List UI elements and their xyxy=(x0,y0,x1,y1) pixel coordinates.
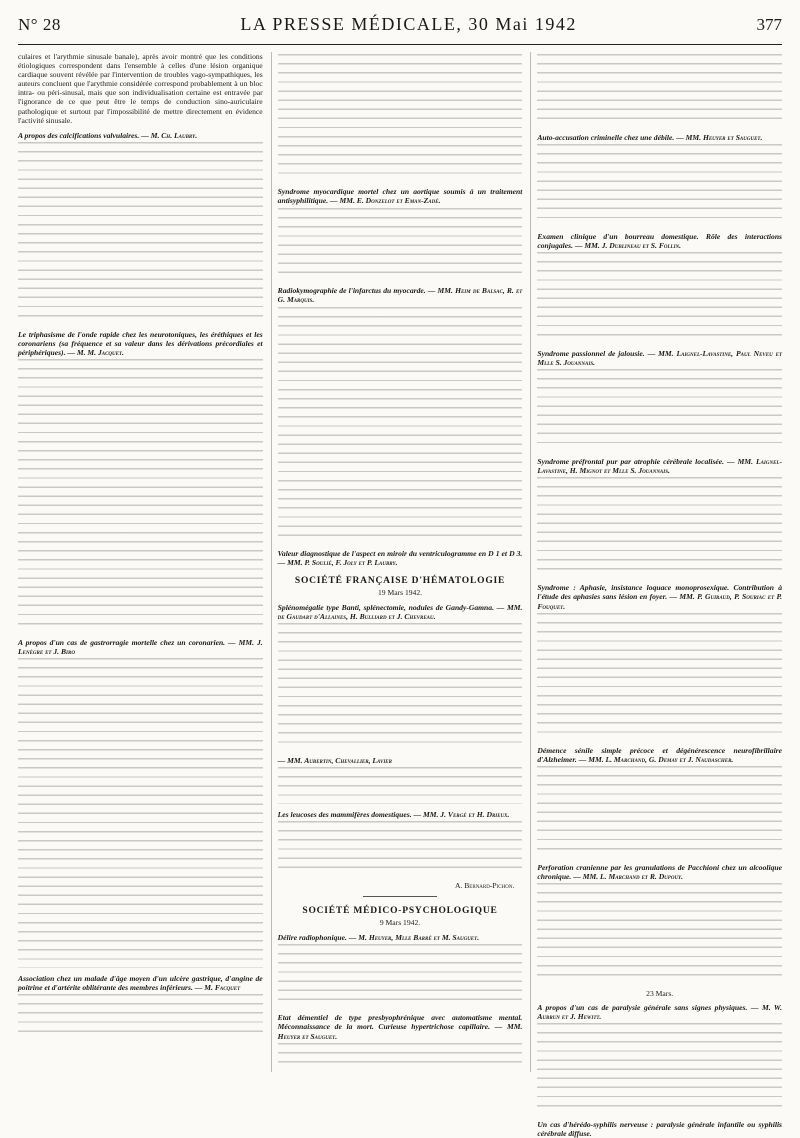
communication xyxy=(537,349,782,451)
communication xyxy=(278,603,523,751)
communication-title: Syndrome passionnel de jalousie. — MM. Laignel-Lavastine, Paul Neveu et Mlle S. Jouannais. xyxy=(537,348,783,368)
communication xyxy=(278,54,523,181)
communication xyxy=(537,457,782,577)
report-signature: A. Bernard-Pichon. xyxy=(454,881,515,891)
society-title: SOCIÉTÉ MÉDICO-PSYCHOLOGIQUE xyxy=(302,906,498,917)
communication-authors: M. W. Aubrun et J. Hewitt. xyxy=(537,1002,783,1021)
body-text-lines xyxy=(537,252,782,343)
communication-authors: MM. Heuyer et Sauguet. xyxy=(277,1022,523,1041)
communication xyxy=(537,232,782,343)
communication-title: Valeur diagnostique de l'aspect en miroir du ventriculogramme en D 1 et D 3. — MM. P. Soulié, F. Joly et P. Laubry. xyxy=(277,549,523,568)
communication-title-text: Syndrome : Aphasie, insistance loquace monoprosexique. Contribution à l'étude des aphasies sans lésion en foyer. xyxy=(537,583,783,602)
communication xyxy=(18,330,263,632)
body-text-lines xyxy=(278,944,523,1008)
body-text-lines xyxy=(278,821,523,876)
communication-authors: M. Ch. Laubry. xyxy=(150,130,198,140)
body-text-lines xyxy=(537,477,782,577)
text-columns xyxy=(18,52,783,1138)
communication-authors: MM. J. Vergé et H. Drieux. xyxy=(423,809,510,819)
communication-title-text: Etat démentiel de type presbyophrénique avec automatisme mental. Méconnaissance de la mort. Curieuse hypertrichose capillaire. xyxy=(277,1013,523,1032)
communication-title-text: A propos d'un cas de paralysie générale sans signes physiques. xyxy=(537,1002,748,1012)
column-middle xyxy=(271,52,523,1072)
communication-title-text: Examen clinique d'un bourreau domestique. Rôle des interactions conjugales. xyxy=(537,231,783,250)
communication-title: Etat démentiel de type presbyophrénique avec automatisme mental. Méconnaissance de la mort. Curieuse hypertrichose capillaire. — MM. Heuyer et Sauguet. xyxy=(277,1013,523,1041)
communication-authors: M. Heuyer, Mlle Barré et M. Sauguet. xyxy=(358,932,480,942)
communication-title: Les leucoses des mammifères domestiques. — MM. J. Vergé et H. Drieux. xyxy=(277,809,510,819)
communication-title-text: Auto-accusation criminelle chez une débile. xyxy=(537,132,675,142)
communication-title: Délire radiophonique. — M. Heuyer, Mlle Barré et M. Sauguet. xyxy=(277,932,480,942)
communication-authors: MM. L. Marchand, G. Demay et J. Naudascher. xyxy=(588,755,734,765)
communication-title: Auto-accusation criminelle chez une débile. — MM. Heuyer et Sauguet. xyxy=(537,132,763,142)
communication-authors: MM. Heuyer et Sauguet. xyxy=(685,132,763,142)
body-text-lines xyxy=(278,54,523,181)
issue-number: N° 28 xyxy=(18,15,61,34)
body-text-lines xyxy=(18,994,263,1040)
communication-authors: M. M. Jacquet. xyxy=(76,348,124,358)
communication-title: Perforation cranienne par les granulations de Pacchioni chez un alcoolique chronique. — MM. L. Marchand et R. Dupouy. xyxy=(537,863,783,882)
communication-authors: MM. P. Soulié, F. Joly et P. Laubry. xyxy=(287,558,398,568)
journal-name: LA PRESSE MÉDICALE, xyxy=(240,14,463,34)
body-text-lines xyxy=(537,613,782,740)
body-text-lines xyxy=(278,623,523,750)
communication-title: A propos d'un cas de gastrorragie mortelle chez un coronarien. — MM. J. Lenègre et J. Biro xyxy=(18,638,263,657)
communication xyxy=(278,933,523,1008)
opening-paragraph: culaires et l'arythmie sinusale banale), après avoir montré que les conditions étiologiques correspondent dans l'ensemble à celles d'une lésion organique cardiaque souvent révélée par l'intervention de troubles vago-sympathiques, les auteurs concluent que l'arythmie considérée correspond probablement à un bloc intra- ou péri-sinusal, mais que son individualisation certaine est entravée par l'ignorance de ce que peut être le temps de conduction sino-auriculaire pathologique et surtout par l'impossibilité de mettre directement en évidence l'activité sinusale. xyxy=(18,52,263,125)
section-divider xyxy=(363,896,436,897)
body-text-lines xyxy=(537,54,782,127)
column-left xyxy=(18,52,263,1072)
body-text-lines xyxy=(278,767,523,803)
body-text-lines xyxy=(18,142,263,324)
communication-title-text: A propos des calcifications valvulaires. xyxy=(18,130,140,140)
communication-title: A propos des calcifications valvulaires. — M. Ch. Laubry. xyxy=(18,130,198,140)
communication-title-text: Splénomégalie type Banti, splénectomie, nodules de Gandy-Gamna. xyxy=(277,602,494,612)
communication-title-text: Un cas d'hérédo-syphilis nerveuse : paralysie générale infantile ou syphilis cérébrale diffuse. xyxy=(537,1119,783,1138)
communication-authors: MM. P. Guiraud, P. Souriac et P. Fouquet. xyxy=(537,592,783,611)
communication-title: Syndrome : Aphasie, insistance loquace monoprosexique. Contribution à l'étude des aphasies sans lésion en foyer. — MM. P. Guiraud, P. Souriac et P. Fouquet. xyxy=(537,583,783,611)
communication xyxy=(537,54,782,127)
communication-title: Examen clinique d'un bourreau domestique. Rôle des interactions conjugales. — MM. J. Dublineau et S. Follin. xyxy=(537,231,783,250)
body-text-lines xyxy=(278,1043,523,1070)
page-header xyxy=(18,14,782,45)
society-title: SOCIÉTÉ FRANÇAISE D'HÉMATOLOGIE xyxy=(294,576,506,587)
communication-title: Radiokymographie de l'infarctus du myocarde. — MM. Heim de Balsac, R. et G. Marquis. xyxy=(277,286,523,305)
session-date: 23 Mars. xyxy=(646,989,674,999)
communication xyxy=(537,583,782,740)
communication-title: Splénomégalie type Banti, splénectomie, nodules de Gandy-Gamna. — MM. de Gaudart d'Allaines, H. Bulliard et J. Chevreau. xyxy=(277,602,523,621)
communication xyxy=(278,549,523,567)
communication-authors-line: — MM. Aubertin, Chevallier, Lavier xyxy=(277,756,392,766)
communication-title-text: Les leucoses des mammifères domestiques. xyxy=(277,809,412,819)
body-text-lines xyxy=(537,369,782,451)
communication xyxy=(18,638,263,968)
body-text-lines xyxy=(537,144,782,226)
issue-date: 30 Mai 1942 xyxy=(468,14,577,34)
communication-authors: MM. E. Donzelot et Eman-Zadé. xyxy=(339,196,441,206)
communication xyxy=(537,746,782,857)
communication-title: Démence sénile simple précoce et dégénérescence neurofibrillaire d'Alzheimer. — MM. L. Marchand, G. Demay et J. Naudascher. xyxy=(537,746,783,765)
communication-authors: MM. Laignel-Lavastine, Paul Neveu et Mlle S. Jouannais. xyxy=(537,348,783,368)
communication xyxy=(537,1003,782,1114)
communication-authors: MM. Aubertin, Chevallier, Lavier xyxy=(287,756,392,766)
communication-authors: MM. L. Marchand et R. Dupouy. xyxy=(582,872,684,882)
communication-title-text: Syndrome myocardique mortel chez un aortique soumis à un traitement antisyphilitique. xyxy=(277,187,523,206)
body-text-lines xyxy=(18,359,263,632)
communication-authors: MM. Heim de Balsac, R. et G. Marquis. xyxy=(277,286,523,305)
communication xyxy=(18,974,263,1040)
communication-title: Syndrome myocardique mortel chez un aortique soumis à un traitement antisyphilitique. — MM. E. Donzelot et Eman-Zadé. xyxy=(277,187,523,206)
communication-authors: MM. Laignel-Lavastine, H. Mignot et Mlle S. Jouannais. xyxy=(537,457,782,476)
session-date: 19 Mars 1942. xyxy=(377,588,423,598)
communication xyxy=(278,756,523,803)
communication-title-text: Radiokymographie de l'infarctus du myocarde. xyxy=(277,286,426,296)
communication-authors: M. Facquet xyxy=(204,982,241,992)
communication-title-text: Syndrome passionnel de jalousie. xyxy=(537,348,645,358)
page-number: 377 xyxy=(756,15,782,34)
journal-title xyxy=(240,14,577,35)
communication-title-text: Association chez un malade d'âge moyen d'un ulcère gastrique, d'angine de poitrine et d'artérite oblitérante des membres inférieurs. xyxy=(18,973,263,992)
column-right xyxy=(530,52,783,1138)
body-text-lines xyxy=(278,208,523,281)
communication xyxy=(278,810,523,876)
communication-title-text: Perforation cranienne par les granulations de Pacchioni chez un alcoolique chronique. xyxy=(537,863,783,882)
body-text-lines xyxy=(537,766,782,857)
communication-title: Syndrome préfrontal pur par atrophie cérébrale localisée. — MM. Laignel-Lavastine, H. Mignot et Mlle S. Jouannais. xyxy=(537,457,782,476)
communication-title: Le triphasisme de l'onde rapide chez les neurotoniques, les éréthiques et les coronariens (sa fréquence et sa valeur dans les dérivations précordiales et périphériques). — M. M. Jacquet. xyxy=(18,329,263,358)
communication xyxy=(537,1120,782,1138)
communication xyxy=(278,286,523,543)
communication-authors: MM. J. Lenègre et J. Biro xyxy=(18,638,263,657)
body-text-lines xyxy=(537,1023,782,1114)
communication xyxy=(18,131,263,324)
session-date: 9 Mars 1942. xyxy=(379,918,421,928)
communication-title xyxy=(537,1120,782,1138)
body-text-lines xyxy=(537,883,782,983)
body-text-lines xyxy=(278,307,523,544)
communication xyxy=(278,187,523,280)
communication xyxy=(537,863,782,983)
communication-authors: MM. de Gaudart d'Allaines, H. Bulliard et J. Chevreau. xyxy=(277,602,523,621)
communication-title-text: Syndrome préfrontal pur par atrophie cérébrale localisée. xyxy=(537,457,725,467)
communication-title-text: Délire radiophonique. xyxy=(277,932,347,942)
communication-title: Association chez un malade d'âge moyen d'un ulcère gastrique, d'angine de poitrine et d'artérite oblitérante des membres inférieurs. — M. Facquet xyxy=(18,973,263,992)
communication-authors: MM. J. Dublineau et S. Follin. xyxy=(584,240,682,250)
communication-title-text: Démence sénile simple précoce et dégénérescence neurofibrillaire d'Alzheimer. xyxy=(537,746,783,765)
communication xyxy=(537,133,782,226)
body-text-lines xyxy=(18,658,263,967)
communication-title-text: Le triphasisme de l'onde rapide chez les neurotoniques, les éréthiques et les coronariens (sa fréquence et sa valeur dans les dérivations précordiales et périphériques). xyxy=(18,329,263,358)
communication-title-text: A propos d'un cas de gastrorragie mortelle chez un coronarien. xyxy=(18,638,226,648)
communication-title-text: Valeur diagnostique de l'aspect en miroir du ventriculogramme en D 1 et D 3. xyxy=(277,549,523,559)
communication xyxy=(278,1013,523,1070)
communication-title: A propos d'un cas de paralysie générale sans signes physiques. — M. W. Aubrun et J. Hewitt. xyxy=(537,1002,783,1021)
